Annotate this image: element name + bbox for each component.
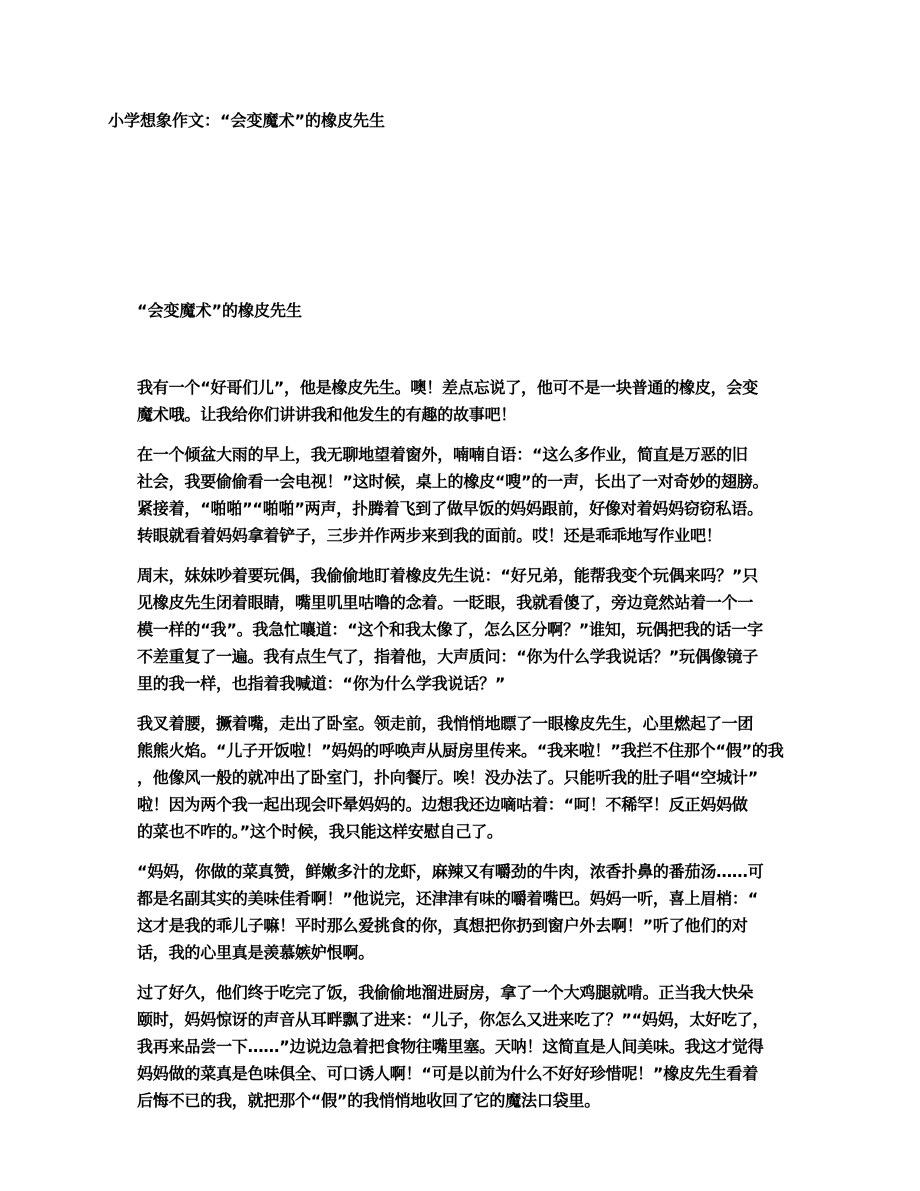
paragraph-line: 话，我的心里真是羡慕嫉妒恨啊。 [137,943,375,962]
paragraph-line: ，他像风一般的就冲出了卧室门，扑向餐厅。唉！没办法了。只能听我的肚子唱“空城计” [137,768,759,787]
paragraph-line: 都是名副其实的美味佳肴啊！”他说完，还津津有味的嚼着嘴巴。妈妈一听，喜上眉梢：“ [137,889,759,908]
paragraph-line: “妈妈，你做的菜真赞，鲜嫩多汁的龙虾，麻辣又有嚼劲的牛肉，浓香扑鼻的番茄汤……可 [137,862,764,881]
paragraph-line: 不差重复了一遍。我有点生气了，指着他，大声质问：“你为什么学我说话？”玩偶像镜子 [137,647,759,666]
paragraph [137,562,797,697]
paragraph-line: 在一个倾盆大雨的早上，我无聊地望着窗外，喃喃自语：“这么多作业，简直是万恶的旧 [137,445,748,464]
paragraph [137,858,797,966]
paragraph-line: 我再来品尝一下……”边说边急着把食物往嘴里塞。天呐！这简直是人间美味。我这才觉得 [137,1037,764,1056]
paragraph-line: 周末，妹妹吵着要玩偶，我偷偷地盯着橡皮先生说：“好兄弟，能帮我变个玩偶来吗？”只 [137,566,759,585]
paragraph-line: 见橡皮先生闭着眼睛，嘴里叽里咕噜的念着。一眨眼，我就看傻了，旁边竟然站着一个一 [137,593,754,612]
paragraph [137,710,797,845]
paragraph [137,374,797,428]
paragraph-line: 社会，我要偷偷看一会电视！”这时候，桌上的橡皮“嗖”的一声，长出了一对奇妙的翅膀。 [137,472,769,491]
paragraph-line: 后悔不已的我，就把那个“假”的我悄悄地收回了它的魔法口袋里。 [137,1091,601,1110]
paragraph-line: 过了好久，他们终于吃完了饭，我偷偷地溜进厨房，拿了一个大鸡腿就啃。正当我大快朵 [137,983,754,1002]
paragraph-line: 紧接着，“啪啪”“啪啪”两声，扑腾着飞到了做早饭的妈妈跟前，好像对着妈妈窃窃私语。 [137,499,763,518]
paragraph-line: 熊熊火焰。“儿子开饭啦！”妈妈的呼唤声从厨房里传来。“我来啦！”我拦不住那个“假”的我 [137,741,784,760]
paragraph [137,441,797,549]
paragraph-line: 模一样的“我”。我急忙嚷道：“这个和我太像了，怎么区分啊？”谁知，玩偶把我的话一字 [137,620,763,639]
paragraph [137,979,797,1114]
paragraph-line: 转眼就看着妈妈拿着铲子，三步并作两步来到我的面前。哎！还是乖乖地写作业吧！ [137,526,722,545]
paragraph-line: 啦！因为两个我一起出现会吓晕妈妈的。边想我还边嘀咕着：“呵！不稀罕！反正妈妈做 [137,795,748,814]
paragraph-line: 我叉着腰，撅着嘴，走出了卧室。领走前，我悄悄地瞟了一眼橡皮先生，心里燃起了一团 [137,714,754,733]
document-title: 小学想象作文：“会变魔术”的橡皮先生 [108,111,386,130]
paragraph-line: 的菜也不咋的。”这个时候，我只能这样安慰自己了。 [137,822,503,841]
paragraph-line: 魔术哦。让我给你们讲讲我和他发生的有趣的故事吧！ [137,405,517,424]
paragraph-line: 里的我一样，也指着我喊道：“你为什么学我说话？” [137,674,506,693]
paragraph-line: 颐时，妈妈惊讶的声音从耳畔飘了进来：“儿子，你怎么又进来吃了？”“妈妈，太好吃了， [137,1010,769,1029]
paragraph-line: 这才是我的乖儿子嘛！平时那么爱挑食的你，真想把你扔到窗户外去啊！”听了他们的对 [137,916,748,935]
paragraph-line: 妈妈做的菜真是色味俱全、可口诱人啊！“可是以前为什么不好好珍惜呢！”橡皮先生看着 [137,1064,759,1083]
essay-heading: “会变魔术”的橡皮先生 [137,301,303,320]
paragraph-line: 我有一个“好哥们儿”，他是橡皮先生。噢！差点忘说了，他可不是一块普通的橡皮，会变 [137,378,759,397]
essay-body [137,374,797,1127]
